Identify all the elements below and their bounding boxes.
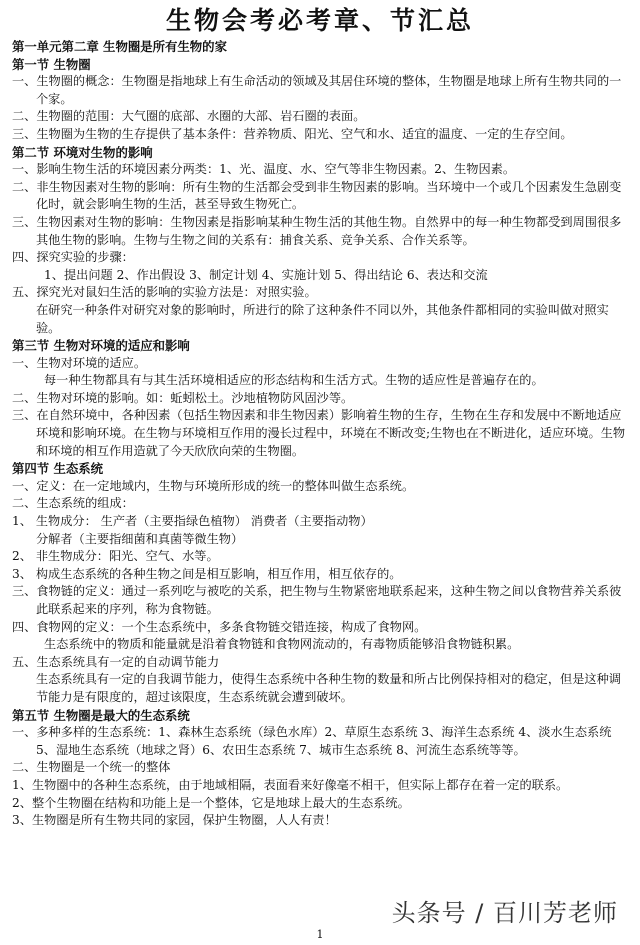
section-heading: 第四节 生态系统 <box>12 461 104 477</box>
text-line: 一、多种多样的生态系统：1、森林生态系统（绿色水库）2、草原生态系统 3、海洋生态系统 4、淡水生态系统 5、湿地生态系统（地球之肾）6、农田生态系统 7、城市生态系统 8、河流生态系统等等。 <box>12 725 612 757</box>
section-heading: 第二节 环境对生物的影响 <box>12 144 153 160</box>
text-line: 一、生物对环境的适应。 <box>12 355 147 370</box>
text-line: 2、 非生物成分：阳光、空气、水等。 <box>12 549 219 564</box>
text-line: 三、生物圈为生物的生存提供了基本条件：营养物质、阳光、空气和水、适宜的温度、一定的生存空间。 <box>12 126 573 141</box>
text-line: 一、定义：在一定地域内，生物与环境所形成的统一的整体叫做生态系统。 <box>12 478 415 493</box>
text-line: 二、非生物因素对生物的影响：所有生物的生活都会受到非生物因素的影响。当环境中一个或几个因素发生急剧变化时，就会影响生物的生活，甚至导致生物死亡。 <box>12 179 622 212</box>
text-line: 1、生物圈中的各种生态系统，由于地域相隔，表面看来好像毫不相干，但实际上都存在着一定的联系。 <box>12 777 569 792</box>
document-body <box>12 38 630 830</box>
text-line: 1、 生物成分： 生产者（主要指绿色植物） 消费者（主要指动物） <box>12 514 373 529</box>
text-line: 3、 构成生态系统的各种生物之间是相互影响，相互作用，相互依存的。 <box>12 566 402 581</box>
text-line: 每一种生物都具有与其生活环境相适应的形态结构和生活方式。生物的适应性是普遍存在的。 <box>44 373 544 388</box>
text-line: 一、影响生物生活的环境因素分两类：1、光、温度、水、空气等非生物因素。2、生物因素。 <box>12 162 516 177</box>
text-line: 五、生态系统具有一定的自动调节能力 <box>12 654 220 669</box>
text-line: 二、生态系统的组成： <box>12 496 134 511</box>
text-line: 分解者（主要指细菌和真菌等微生物） <box>36 531 244 546</box>
text-line: 二、生物对环境的影响。如：蚯蚓松土。沙地植物防风固沙等。 <box>12 390 354 405</box>
section-heading: 第五节 生物圈是最大的生态系统 <box>12 707 190 723</box>
section-heading: 第一节 生物圈 <box>12 56 91 72</box>
text-line: 一、生物圈的概念：生物圈是指地球上有生命活动的领域及其居住环境的整体，生物圈是地球上所有生物共同的一个家。 <box>12 74 622 106</box>
section-heading: 第三节 生物对环境的适应和影响 <box>12 338 190 354</box>
text-line: 五、探究光对鼠妇生活的影响的实验方法是：对照实验。 <box>12 285 317 300</box>
text-line: 1、提出问题 2、作出假设 3、制定计划 4、实施计划 5、得出结论 6、表达和交流 <box>44 267 488 282</box>
text-line: 2、整个生物圈在结构和功能上是一个整体，它是地球上最大的生态系统。 <box>12 795 410 810</box>
text-line: 三、食物链的定义：通过一系列吃与被吃的关系，把生物与生物紧密地联系起来，这种生物之间以食物营养关系彼此联系起来的序列，称为食物链。 <box>12 584 622 616</box>
text-line: 生态系统具有一定的自我调节能力，使得生态系统中各种生物的数量和所占比例保持相对的稳定，但是这种调节能力是有限度的，超过该限度，生态系统就会遭到破坏。 <box>36 672 621 704</box>
text-line: 二、生物圈是一个统一的整体 <box>12 760 171 775</box>
section-heading: 第一单元第二章 生物圈是所有生物的家 <box>12 39 227 54</box>
text-line: 三、生物因素对生物的影响：生物因素是指影响某种生物生活的其他生物。自然界中的每一种生物都受到周围很多其他生物的影响。生物与生物之间的关系有：捕食关系、竞争关系、合作关系等。 <box>12 214 622 247</box>
text-line: 四、食物网的定义：一个生态系统中，多条食物链交错连接，构成了食物网。 <box>12 619 427 634</box>
text-line: 四、探究实验的步骤： <box>12 250 134 265</box>
text-line: 三、在自然环境中，各种因素（包括生物因素和非生物因素）影响着生物的生存，生物在生存和发展中不断地适应环境和影响环境。在生物与环境相互作用的漫长过程中，环境在不断改变;生物也在不断进化，适应环境。生物和环境的相互作用造就了今天欣欣向荣的生物圈。 <box>12 408 626 458</box>
text-line: 二、生物圈的范围：大气圈的底部、水圈的大部、岩石圈的表面。 <box>12 109 366 124</box>
text-line: 3、生物圈是所有生物共同的家园，保护生物圈，人人有责！ <box>12 813 337 828</box>
text-line: 生态系统中的物质和能量就是沿着食物链和食物网流动的，有毒物质能够沿食物链积累。 <box>44 637 520 652</box>
watermark: 头条号 / 百川芳老师 <box>391 899 618 927</box>
page-number: 1 <box>316 928 324 941</box>
text-line: 在研究一种条件对研究对象的影响时，所进行的除了这种条件不同以外，其他条件都相同的实验叫做对照实验。 <box>36 302 609 335</box>
document-title: 生物会考必考章、节汇总 <box>165 6 474 35</box>
